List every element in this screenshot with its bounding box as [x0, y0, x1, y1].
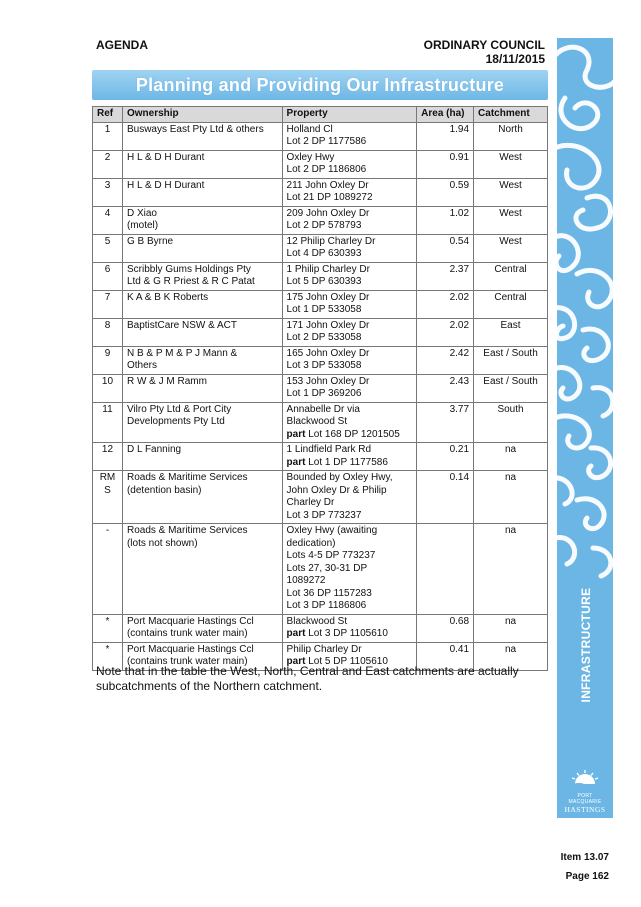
property-line	[287, 264, 413, 277]
table-row	[93, 346, 548, 374]
cell-ownership	[122, 402, 282, 443]
property-text: 1 Philip Charley Dr	[286, 263, 370, 275]
cell-catchment: na	[474, 443, 548, 471]
cell-ref: *	[93, 614, 123, 642]
ownership-line: H L & D H Durant	[126, 179, 205, 191]
property-text: Lot 3 DP 533058	[286, 360, 362, 371]
property-line	[287, 429, 413, 442]
table-row	[93, 290, 548, 318]
cell-ref: 6	[93, 262, 123, 290]
cell-area: 2.43	[417, 374, 474, 402]
cell-ref: -	[93, 524, 123, 615]
ownership-line: Busways East Pty Ltd & others	[126, 123, 264, 135]
ownership-line: N B & P M & P J Mann &	[126, 347, 238, 359]
ownership-line: D Xiao	[126, 207, 157, 219]
property-line	[287, 164, 413, 177]
property-text: Lots 27, 30-31 DP	[286, 562, 368, 574]
column-header-catchment: Catchment	[474, 107, 548, 123]
property-text: 12 Philip Charley Dr	[286, 235, 376, 247]
property-line	[287, 404, 413, 417]
cell-area: 0.59	[417, 178, 474, 206]
property-text: Lot 4 DP 630393	[286, 248, 362, 259]
property-text: Lot 168 DP 1201505	[305, 428, 400, 440]
cell-ownership	[122, 346, 282, 374]
ownership-line: Roads & Maritime Services	[126, 472, 248, 483]
section-banner	[92, 70, 548, 100]
property-line	[287, 304, 413, 317]
table-header-row	[93, 107, 548, 123]
property-text: 175 John Oxley Dr	[286, 291, 370, 303]
table-row	[93, 614, 548, 642]
table-row	[93, 122, 548, 150]
cell-ownership	[122, 374, 282, 402]
property-text: Lot 3 DP 1105610	[305, 628, 388, 639]
cell-ownership	[122, 206, 282, 234]
property-line	[287, 332, 413, 345]
property-text: Lot 3 DP 1186806	[286, 600, 367, 611]
table-row	[93, 374, 548, 402]
property-text: Charley Dr	[286, 497, 335, 508]
property-line	[287, 485, 413, 498]
property-line	[287, 180, 413, 193]
cell-area	[417, 524, 474, 615]
ownership-line: Ltd & G R Priest & R C Patat	[126, 276, 255, 287]
cell-catchment: East / South	[474, 374, 548, 402]
cell-ownership	[122, 150, 282, 178]
cell-area: 1.94	[417, 122, 474, 150]
table-row	[93, 318, 548, 346]
cell-property	[282, 346, 417, 374]
property-line	[287, 575, 413, 588]
property-line	[287, 348, 413, 361]
cell-property	[282, 262, 417, 290]
cell-area: 2.42	[417, 346, 474, 374]
ownership-line: R W & J M Ramm	[126, 375, 207, 387]
table-row	[93, 524, 548, 615]
item-number: Item 13.07	[560, 852, 609, 863]
column-header-ref: Ref	[93, 107, 123, 123]
property-line	[287, 220, 413, 233]
property-text: Lot 1 DP 533058	[286, 304, 362, 315]
column-header-area: Area (ha)	[417, 107, 474, 123]
ownership-line: Roads & Maritime Services	[126, 525, 248, 536]
cell-ref: *	[93, 642, 123, 670]
cell-catchment: West	[474, 206, 548, 234]
ownership-line: K A & B K Roberts	[126, 291, 209, 303]
property-line	[287, 644, 413, 657]
cell-area: 1.02	[417, 206, 474, 234]
property-line	[287, 538, 413, 551]
property-line	[287, 497, 413, 510]
property-table	[92, 106, 548, 671]
cell-ref: 10	[93, 374, 123, 402]
cell-ownership	[122, 178, 282, 206]
property-text: Annabelle Dr via	[286, 403, 360, 415]
property-line	[287, 616, 413, 629]
cell-property	[282, 318, 417, 346]
cell-area: 2.02	[417, 318, 474, 346]
table-row	[93, 443, 548, 471]
ownership-line: (detention basin)	[126, 484, 202, 496]
ownership-line: D L Fanning	[126, 444, 182, 455]
cell-ref: 12	[93, 443, 123, 471]
property-text: 1 Lindfield Park Rd	[286, 444, 372, 455]
property-text: Lot 2 DP 578793	[286, 220, 362, 231]
ownership-line: Port Macquarie Hastings Ccl	[126, 643, 254, 655]
table-row	[93, 471, 548, 524]
ownership-line: (contains trunk water main)	[126, 656, 248, 667]
cell-area: 2.37	[417, 262, 474, 290]
property-text: Lot 3 DP 773237	[286, 509, 362, 521]
column-header-property: Property	[282, 107, 417, 123]
cell-catchment: na	[474, 614, 548, 642]
section-title: Planning and Providing Our Infrastructure	[135, 75, 505, 95]
property-line	[287, 236, 413, 249]
logo-text-big: HASTINGS	[564, 805, 606, 814]
cell-area: 0.14	[417, 471, 474, 524]
table-note: Note that in the table the West, North, Central and East catchments are actually subcatchments of the Northern catchment.	[96, 664, 519, 693]
property-text: Lot 5 DP 1105610	[305, 656, 388, 667]
ownership-line: H L & D H Durant	[126, 151, 205, 163]
cell-ref: 2	[93, 150, 123, 178]
table-row	[93, 402, 548, 443]
ownership-line: Developments Pty Ltd	[126, 416, 225, 427]
property-line	[287, 136, 413, 149]
cell-area: 2.02	[417, 290, 474, 318]
property-text: Blackwood St	[286, 416, 348, 427]
property-text: John Oxley Dr & Philip	[286, 484, 387, 496]
ownership-line: (motel)	[126, 220, 159, 231]
table-row	[93, 262, 548, 290]
table-body	[93, 122, 548, 670]
cell-ownership	[122, 262, 282, 290]
ownership-line: G B Byrne	[126, 235, 174, 247]
cell-catchment: East	[474, 318, 548, 346]
property-line	[287, 510, 413, 523]
property-line	[287, 320, 413, 333]
sunrise-icon	[571, 770, 599, 786]
ownership-line: (contains trunk water main)	[126, 628, 248, 639]
property-line	[287, 276, 413, 289]
property-line	[287, 525, 413, 538]
cell-catchment: Central	[474, 290, 548, 318]
cell-property	[282, 206, 417, 234]
property-text: Lot 1 DP 1177586	[305, 456, 388, 468]
cell-ref: 7	[93, 290, 123, 318]
cell-ref: 3	[93, 178, 123, 206]
logo-text-small: PORT MACQUARIE	[568, 793, 602, 805]
agenda-label: AGENDA	[96, 38, 149, 52]
property-text: Blackwood St	[286, 615, 348, 627]
property-line	[287, 292, 413, 305]
cell-property	[282, 178, 417, 206]
property-line	[287, 444, 413, 457]
cell-catchment: North	[474, 122, 548, 150]
property-text: Lot 2 DP 1177586	[286, 136, 367, 147]
property-text: Bounded by Oxley Hwy,	[286, 472, 393, 483]
cell-ownership	[122, 290, 282, 318]
cell-catchment: East / South	[474, 346, 548, 374]
cell-catchment: na	[474, 524, 548, 615]
property-line	[287, 208, 413, 221]
cell-ref: 8	[93, 318, 123, 346]
cell-catchment: West	[474, 178, 548, 206]
property-part-prefix: part	[286, 628, 306, 639]
property-line	[287, 152, 413, 165]
property-line	[287, 588, 413, 601]
cell-property	[282, 150, 417, 178]
property-text: 1089272	[286, 575, 326, 586]
property-text: 209 John Oxley Dr	[286, 207, 370, 219]
cell-ownership	[122, 122, 282, 150]
ownership-line: (lots not shown)	[126, 537, 198, 549]
cell-catchment: West	[474, 234, 548, 262]
property-text: 211 John Oxley Dr	[286, 179, 369, 191]
cell-catchment: na	[474, 471, 548, 524]
property-text: Oxley Hwy (awaiting	[286, 525, 378, 536]
property-part-prefix: part	[286, 456, 306, 468]
cell-ownership	[122, 443, 282, 471]
cell-area: 0.41	[417, 642, 474, 670]
property-text: 153 John Oxley Dr	[286, 375, 370, 387]
cell-area: 3.77	[417, 402, 474, 443]
table-row	[93, 206, 548, 234]
cell-catchment: South	[474, 402, 548, 443]
table-row	[93, 150, 548, 178]
cell-property	[282, 290, 417, 318]
ownership-line: Scribbly Gums Holdings Pty	[126, 263, 251, 275]
cell-area: 0.54	[417, 234, 474, 262]
property-text: Lots 4-5 DP 773237	[286, 550, 376, 561]
property-line	[287, 600, 413, 613]
cell-ref: 5	[93, 234, 123, 262]
property-text: Lot 5 DP 630393	[286, 276, 362, 287]
property-text: 171 John Oxley Dr	[286, 319, 370, 331]
table-row	[93, 178, 548, 206]
meeting-header	[424, 38, 545, 66]
cell-property	[282, 402, 417, 443]
cell-catchment: Central	[474, 262, 548, 290]
cell-ownership	[122, 614, 282, 642]
ownership-line: Others	[126, 360, 157, 371]
meeting-title: ORDINARY COUNCIL	[423, 38, 545, 52]
property-text: Oxley Hwy	[286, 151, 335, 163]
cell-ownership	[122, 471, 282, 524]
cell-ref: RM S	[93, 471, 123, 524]
property-text: Lot 1 DP 369206	[286, 388, 362, 399]
cell-ref: 11	[93, 402, 123, 443]
property-line	[287, 416, 413, 429]
cell-area: 0.91	[417, 150, 474, 178]
property-line	[287, 388, 413, 401]
cell-ownership	[122, 318, 282, 346]
table-row	[93, 234, 548, 262]
page-number: Page 162	[565, 871, 609, 882]
property-line	[287, 248, 413, 261]
property-text: Lot 2 DP 1186806	[286, 164, 367, 175]
meeting-date: 18/11/2015	[485, 52, 545, 66]
cell-property	[282, 471, 417, 524]
property-line	[287, 563, 413, 576]
property-text: Lot 21 DP 1089272	[286, 192, 373, 203]
property-line	[287, 376, 413, 389]
property-line	[287, 472, 413, 485]
property-text: 165 John Oxley Dr	[286, 347, 370, 359]
property-line	[287, 457, 413, 470]
council-logo	[563, 770, 607, 814]
cell-ownership	[122, 234, 282, 262]
cell-catchment: na	[474, 642, 548, 670]
ownership-line: BaptistCare NSW & ACT	[126, 319, 237, 331]
property-text: Philip Charley Dr	[286, 643, 362, 655]
cell-ref: 4	[93, 206, 123, 234]
sidebar-section-label: INFRASTRUCTURE	[579, 587, 593, 703]
cell-ref: 1	[93, 122, 123, 150]
property-part-prefix: part	[286, 428, 306, 440]
cell-catchment: West	[474, 150, 548, 178]
ownership-line: Port Macquarie Hastings Ccl	[126, 615, 254, 627]
property-line	[287, 124, 413, 137]
cell-property	[282, 122, 417, 150]
cell-area: 0.21	[417, 443, 474, 471]
cell-property	[282, 443, 417, 471]
property-line	[287, 550, 413, 563]
cell-area: 0.68	[417, 614, 474, 642]
property-line	[287, 360, 413, 373]
property-part-prefix: part	[286, 656, 306, 667]
property-text: dedication)	[286, 537, 336, 549]
cell-ref: 9	[93, 346, 123, 374]
cell-property	[282, 234, 417, 262]
cell-property	[282, 614, 417, 642]
property-line	[287, 628, 413, 641]
property-text: Lot 2 DP 533058	[286, 332, 362, 343]
property-text: Holland Cl	[286, 123, 333, 135]
cell-ownership	[122, 524, 282, 615]
cell-property	[282, 374, 417, 402]
cell-property	[282, 524, 417, 615]
property-line	[287, 192, 413, 205]
ownership-line: Vilro Pty Ltd & Port City	[126, 403, 232, 415]
column-header-ownership: Ownership	[122, 107, 282, 123]
property-text: Lot 36 DP 1157283	[286, 587, 372, 599]
